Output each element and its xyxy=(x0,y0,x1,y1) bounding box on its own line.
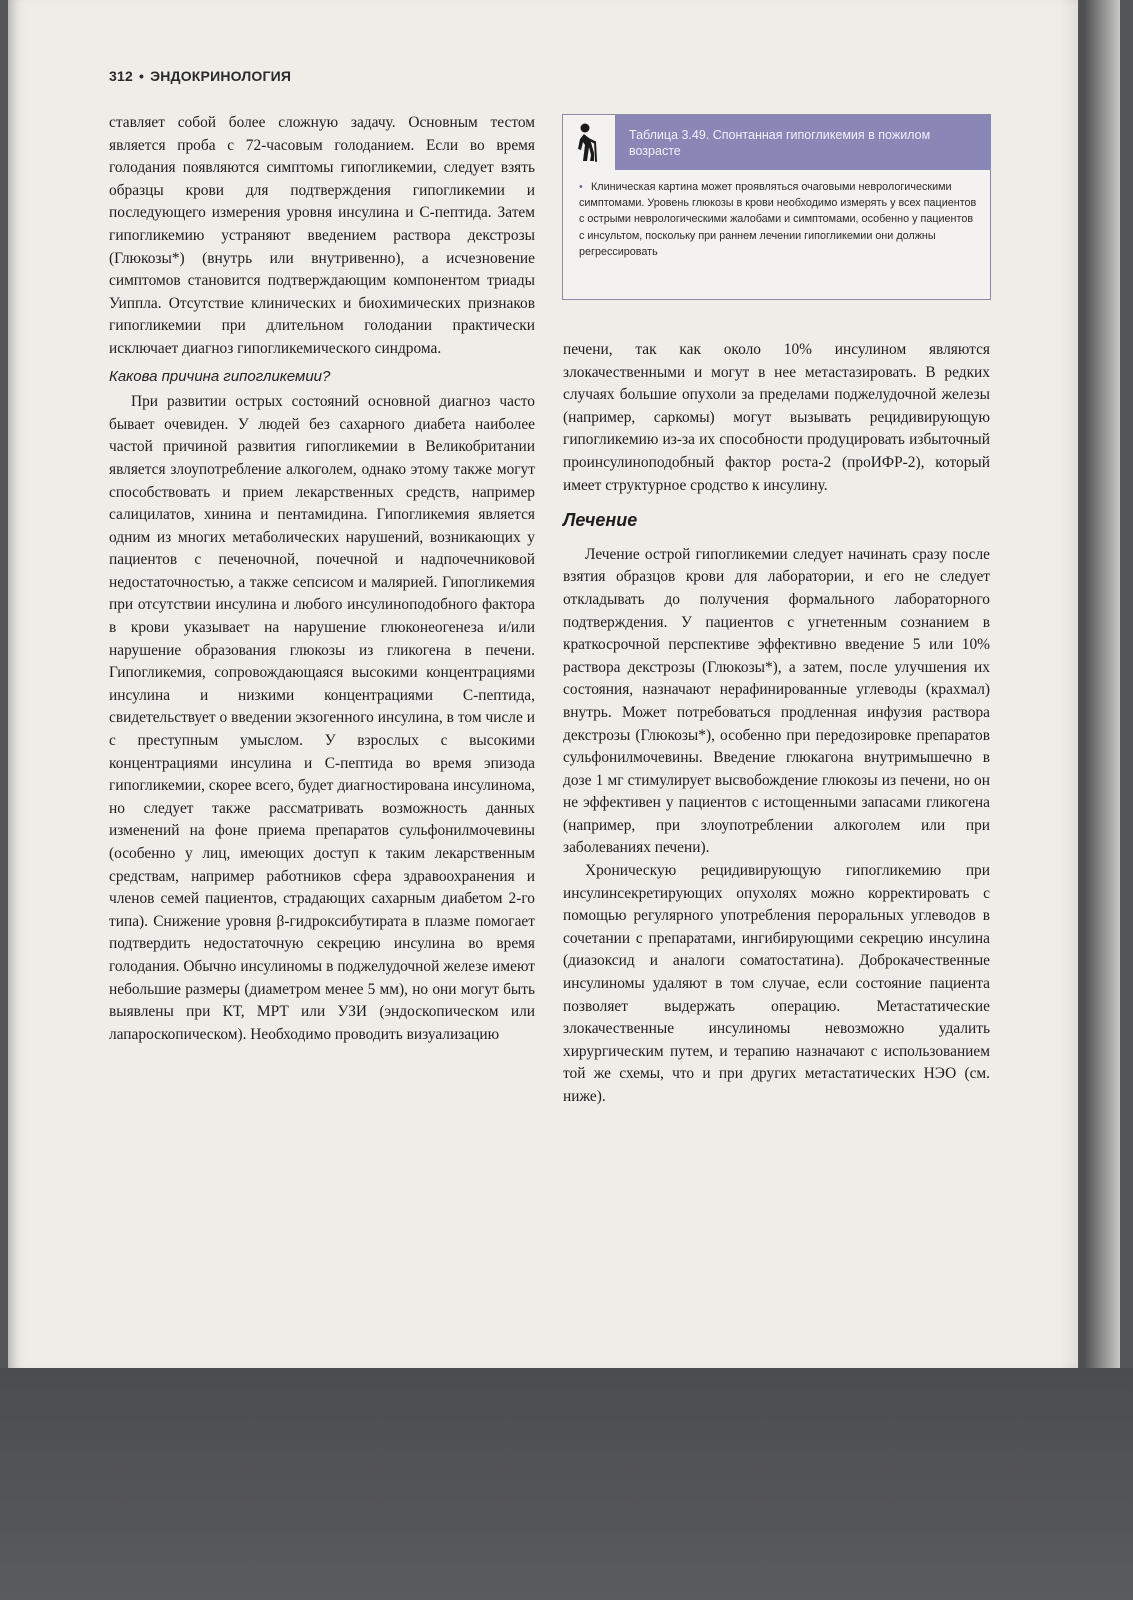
page-number: 312 xyxy=(109,68,133,84)
elderly-person-with-cane-icon xyxy=(563,115,615,170)
right-column xyxy=(563,339,990,1109)
table-bullet: • xyxy=(579,181,583,193)
left-paragraph-2: При развитии острых состояний основной диагноз часто бывает очевиден. У людей без сахарного диабета наиболее частой причиной развития гипогликемии в Великобритании является злоупотребление алкоголем, однако этому также могут способствовать и прием лекарственных средств, например салицилатов, хинина и пентамидина. Гипогликемия является одним из многих метаболических нарушений, возникающих у пациентов с печеночной, почечной и надпочечниковой недостаточностью, а также сепсисом и малярией. Гипогликемия при отсутствии инсулина и любого инсулиноподобного фактора в крови указывает на нарушение глюконеогенеза и/или нарушение образования глюкозы из гликогена в печени. Гипогликемия, сопровождающаяся высокими концентрациями инсулина и низкими концентрациями С-пептида, свидетельствует о введении экзогенного инсулина, в том числе и с преступным умыслом. У взрослых с высокими концентрациями инсулина и С-пептида во время эпизода гипогликемии, скорее всего, будет диагностирована инсулинома, но следует также рассматривать возможность данных изменений на фоне приема препаратов сульфонилмочевины (особенно у лиц, имеющих доступ к таким лекарственным средствам, например работников сфера здравоохранения и членов семей пациентов, страдающих сахарным диабетом 2-го типа). Снижение уровня β-гидроксибутирата в плазме помогает подтвердить недостаточную секрецию инсулина во время голодания. Обычно инсулиномы в поджелудочной железе имеют небольшие размеры (диаметром менее 5 мм), но они могут быть выявлены при КТ, МРТ или УЗИ (эндоскопическом или лапароскопическом). Необходимо проводить визуализацию xyxy=(109,393,535,1043)
table-box-header xyxy=(563,115,990,170)
section-title: ЭНДОКРИНОЛОГИЯ xyxy=(150,68,292,84)
section-heading-treatment: Лечение xyxy=(563,510,638,531)
header-separator: • xyxy=(138,68,145,84)
left-paragraph-1: ставляет собой более сложную задачу. Основным тестом является проба с 72-часовым голоданием. Если во время голодания появляются симптомы гипогликемии, следует взять образцы крови для подтверждения гипогликемии и последующего измерения уровня инсулина и С-пептида. Затем гипогликемию устраняют введением раствора декстрозы (Глюкозы*) (внутрь или внутривенно), а исчезновение симптомов становится подтверждающим компонентом триады Уиппла. Отсутствие клинических и биохимических признаков гипогликемии при длительном голодании практически исключает диагноз гипогликемического синдрома. xyxy=(109,114,535,357)
table-title-bar xyxy=(615,115,990,170)
page-edge-shadow xyxy=(1060,0,1120,1368)
subheading-cause: Какова причина гипогликемии? xyxy=(109,367,331,385)
right-paragraph-2: Лечение острой гипогликемии следует начинать сразу после взятия образцов крови для лаборатории, и его не следует откладывать до получения формального лабораторного подтверждения. У пациентов с угнетенным сознанием в краткосрочной перспективе эффективно введение 5 или 10% раствора декстрозы (Глюкозы*), а затем, после улучшения их состояния, назначают нерафинированные углеводы (крахмал) внутрь. Может потребоваться продленная инфузия раствора декстрозы (Глюкозы*), особенно при передозировке препаратов сульфонилмочевины. Введение глюкагона внутримышечно в дозе 1 мг стимулирует высвобождение глюкозы из печени, но он не эффективен у пациентов с истощенными запасами гликогена (например, при злоупотреблении алкоголем или при заболеваниях печени). xyxy=(563,545,990,857)
right-paragraph-1: печени, так как около 10% инсулином являются злокачественными и могут в нее метастазировать. В редких случаях большие опухоли за пределами поджелудочной железы (например, саркомы) могут вызывать рецидивирующую гипогликемию из-за их способности продуцировать избыточный проинсулиноподобный фактор роста-2 (проИФР-2), который имеет структурное сродство к инсулину. xyxy=(563,341,990,494)
table-body xyxy=(579,179,979,260)
scanner-background xyxy=(0,1368,1133,1600)
table-box xyxy=(562,114,991,300)
table-title: Таблица 3.49. Спонтанная гипогликемия в пожилом возрасте xyxy=(629,128,931,158)
running-head xyxy=(109,68,291,84)
right-paragraph-3: Хроническую рецидивирующую гипогликемию при инсулинсекретирующих опухолях можно корректировать с помощью регулярного употребления пероральных углеводов в сочетании с препаратами, ингибирующими секрецию инсулина (диазоксид и аналоги соматостатина). Доброкачественные инсулиномы удаляют в том случае, если состояние пациента позволяет выдержать операцию. Метастатические злокачественные инсулиномы невозможно удалить хирургическим путем, и терапию назначают с использованием той же схемы, что и при других метастатических НЭО (см. ниже). xyxy=(563,862,990,1105)
table-text: Клиническая картина может проявляться очаговыми неврологическими симптомами. Уровень глюкозы в крови необходимо измерять у всех пациентов с острыми неврологическими жалобами и симптомами, особенно у пациентов с инсультом, поскольку при раннем лечении гипогликемии они должны регрессировать xyxy=(579,181,977,258)
left-column xyxy=(109,112,535,1046)
book-page xyxy=(8,0,1078,1368)
table-icon-area xyxy=(563,115,615,170)
